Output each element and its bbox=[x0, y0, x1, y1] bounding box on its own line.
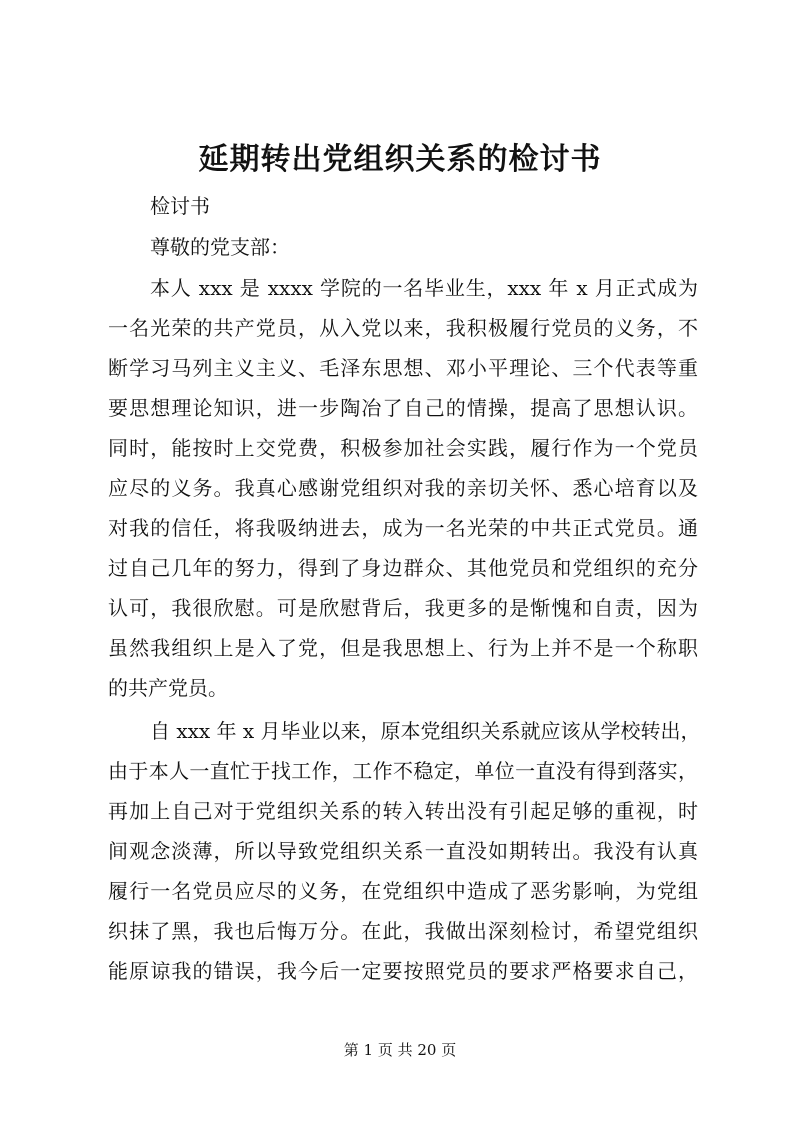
paragraph-line: 由于本人一直忙于找工作，工作不稳定，单位一直没有得到落实， bbox=[108, 759, 698, 783]
document-heading: 检讨书 bbox=[150, 194, 210, 218]
paragraph-line: 应尽的义务。我真心感谢党组织对我的亲切关怀、悉心培育以及 bbox=[108, 476, 698, 500]
paragraph-line: 过自己几年的努力，得到了身边群众、其他党员和党组织的充分 bbox=[108, 556, 698, 580]
paragraph-line: 再加上自己对于党组织关系的转入转出没有引起足够的重视，时 bbox=[108, 799, 698, 823]
paragraph-line: 对我的信任，将我吸纳进去，成为一名光荣的中共正式党员。通 bbox=[108, 516, 698, 540]
paragraph-line: 能原谅我的错误，我今后一定要按照党员的要求严格要求自己， bbox=[108, 959, 698, 983]
paragraph-line: 一名光荣的共产党员，从入党以来，我积极履行党员的义务，不 bbox=[108, 316, 698, 340]
paragraph-line: 的共产党员。 bbox=[108, 676, 228, 700]
salutation: 尊敬的党支部： bbox=[150, 235, 290, 259]
paragraph-line: 自 xxx 年 x 月毕业以来，原本党组织关系就应该从学校转出， bbox=[150, 719, 701, 743]
paragraph-line: 同时，能按时上交党费，积极参加社会实践，履行作为一个党员 bbox=[108, 436, 698, 460]
page-number-footer: 第 1 页 共 20 页 bbox=[343, 1041, 457, 1059]
paragraph-line: 织抹了黑，我也后悔万分。在此，我做出深刻检讨，希望党组织 bbox=[108, 919, 698, 943]
paragraph-line: 虽然我组织上是入了党，但是我思想上、行为上并不是一个称职 bbox=[108, 636, 698, 660]
paragraph-line: 本人 xxx 是 xxxx 学院的一名毕业生，xxx 年 x 月正式成为 bbox=[150, 276, 698, 300]
paragraph-line: 履行一名党员应尽的义务，在党组织中造成了恶劣影响，为党组 bbox=[108, 879, 698, 903]
paragraph-line: 认可，我很欣慰。可是欣慰背后，我更多的是惭愧和自责，因为 bbox=[108, 596, 698, 620]
paragraph-line: 要思想理论知识，进一步陶冶了自己的情操，提高了思想认识。 bbox=[108, 396, 698, 420]
paragraph-line: 断学习马列主义主义、毛泽东思想、邓小平理论、三个代表等重 bbox=[108, 356, 698, 380]
document-title: 延期转出党组织关系的检讨书 bbox=[198, 142, 602, 177]
paragraph-line: 间观念淡薄，所以导致党组织关系一直没如期转出。我没有认真 bbox=[108, 839, 698, 863]
